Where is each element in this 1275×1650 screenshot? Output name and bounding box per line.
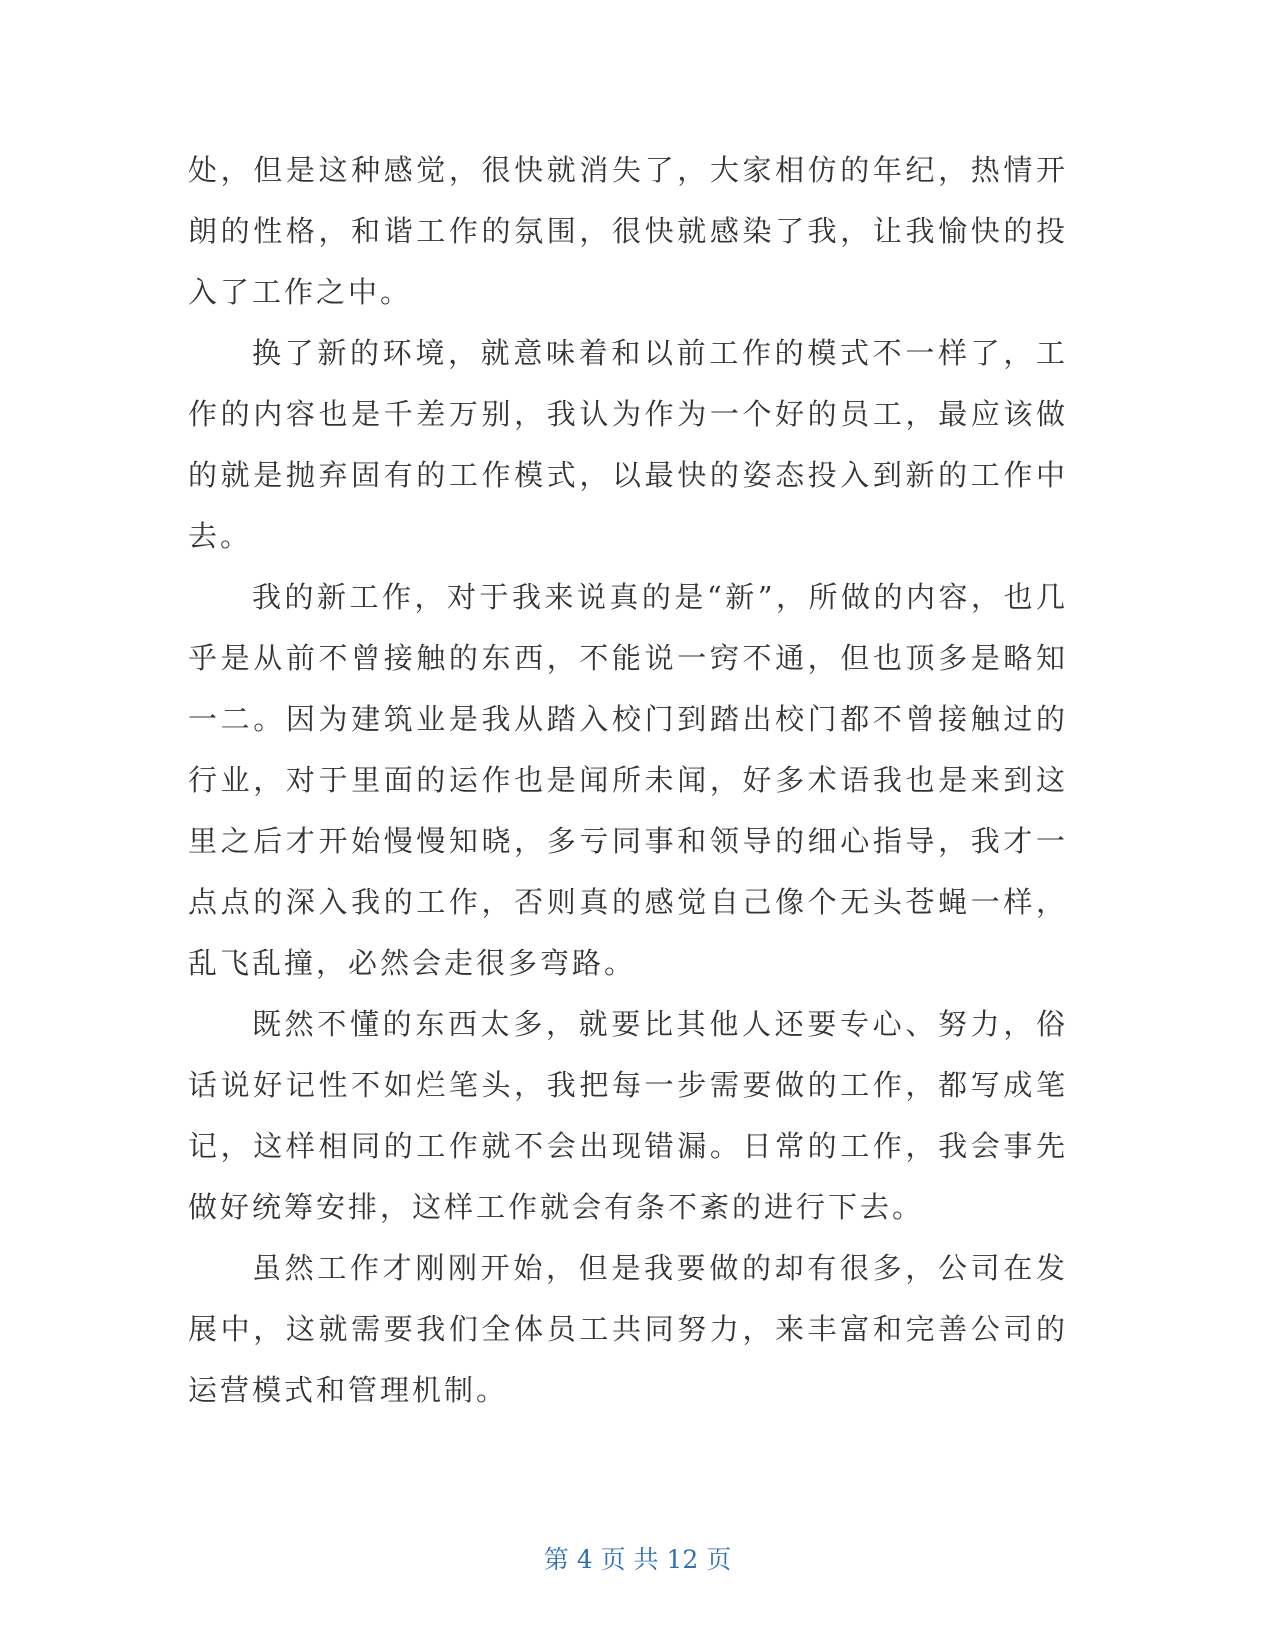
- paragraph: 既然不懂的东西太多，就要比其他人还要专心、努力，俗话说好记性不如烂笔头，我把每一步需要做的工作，都写成笔记，这样相同的工作就不会出现错漏。日常的工作，我会事先做好统筹安排，这样工作就会有条不紊的进行下去。: [188, 1007, 1068, 1224]
- paragraph: 换了新的环境，就意味着和以前工作的模式不一样了，工作的内容也是千差万别，我认为作为一个好的员工，最应该做的就是抛弃固有的工作模式，以最快的姿态投入到新的工作中去。: [188, 336, 1068, 553]
- document-body: [188, 140, 1068, 1421]
- paragraph: 虽然工作才刚刚开始，但是我要做的却有很多，公司在发展中，这就需要我们全体员工共同努力，来丰富和完善公司的运营模式和管理机制。: [188, 1251, 1068, 1407]
- paragraph-continued: 处，但是这种感觉，很快就消失了，大家相仿的年纪，热情开朗的性格，和谐工作的氛围，很快就感染了我，让我愉快的投入了工作之中。: [188, 153, 1068, 309]
- paragraph: 我的新工作，对于我来说真的是“新”，所做的内容，也几乎是从前不曾接触的东西，不能说一窍不通，但也顶多是略知一二。因为建筑业是我从踏入校门到踏出校门都不曾接触过的行业，对于里面的运作也是闻所未闻，好多术语我也是来到这里之后才开始慢慢知晓，多亏同事和领导的细心指导，我才一点点的深入我的工作，否则真的感觉自己像个无头苍蝇一样，乱飞乱撞，必然会走很多弯路。: [188, 580, 1068, 980]
- page-number-footer: 第 4 页 共 12 页: [543, 1545, 732, 1574]
